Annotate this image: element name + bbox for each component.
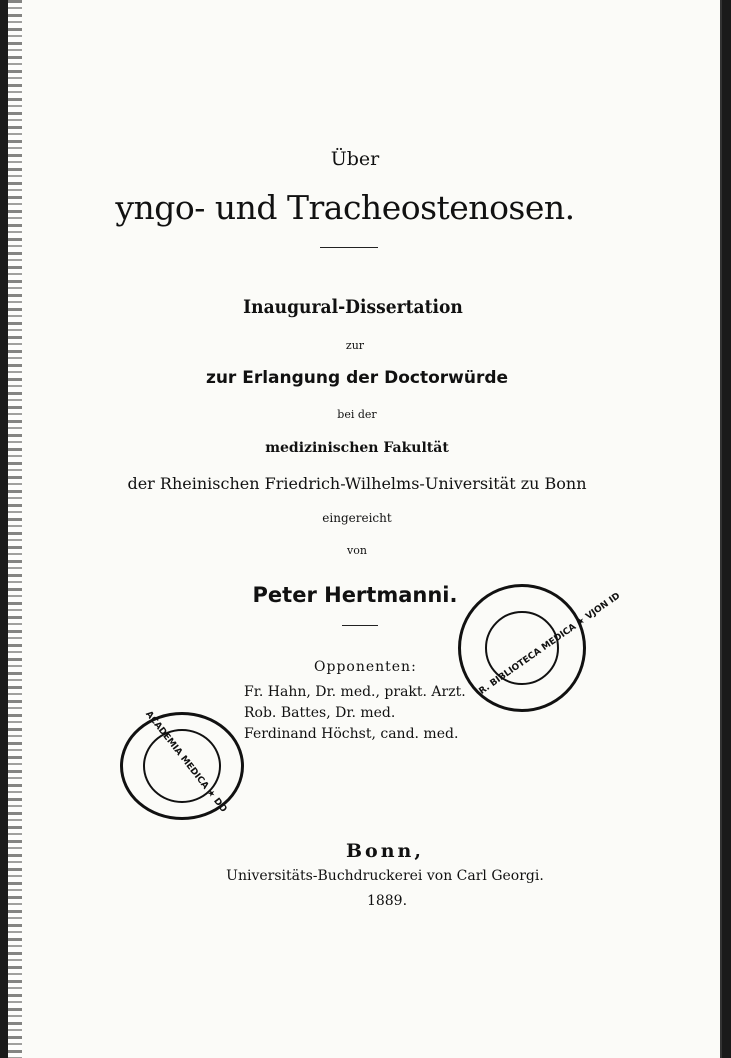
- bei-der: bei der: [337, 408, 377, 421]
- imprint-printer: Universitäts-Buchdruckerei von Carl Georgi.: [226, 868, 544, 884]
- author-name: Peter Hertmanni.: [252, 583, 458, 607]
- title-line-2: yngo- und Tracheostenosen.: [115, 188, 575, 227]
- zur-small: zur: [345, 339, 365, 352]
- opponent-item: Rob. Battes, Dr. med.: [244, 705, 396, 721]
- dissertation-heading: Inaugural-Dissertation: [243, 296, 463, 318]
- von: von: [347, 544, 367, 557]
- eingereicht: eingereicht: [322, 511, 392, 525]
- erlangung-line: zur Erlangung der Doctorwürde: [205, 368, 509, 388]
- imprint-city: Bonn,: [346, 840, 424, 862]
- opponent-item: Fr. Hahn, Dr. med., prakt. Arzt.: [244, 684, 466, 700]
- library-stamp-left: [120, 709, 244, 820]
- author-rule: [342, 625, 378, 626]
- title-rule: [320, 247, 378, 248]
- imprint-year: 1889.: [366, 893, 408, 909]
- title-line-1: Über: [330, 148, 380, 170]
- stamp-text-right: R. BIBLIOTECA MEDICA ★ VJON ID: [477, 591, 623, 697]
- faculty-line: medizinischen Fakultät: [265, 440, 449, 456]
- stamp-text-left: ACADEMIA MEDICA ★ DO: [143, 709, 229, 815]
- opponents-heading: Opponenten:: [314, 659, 417, 675]
- library-stamp-right: [458, 584, 623, 712]
- document-page: [8, 0, 722, 1058]
- university-line: der Rheinischen Friedrich-Wilhelms-Universität zu Bonn: [127, 474, 587, 493]
- opponent-item: Ferdinand Höchst, cand. med.: [244, 726, 459, 742]
